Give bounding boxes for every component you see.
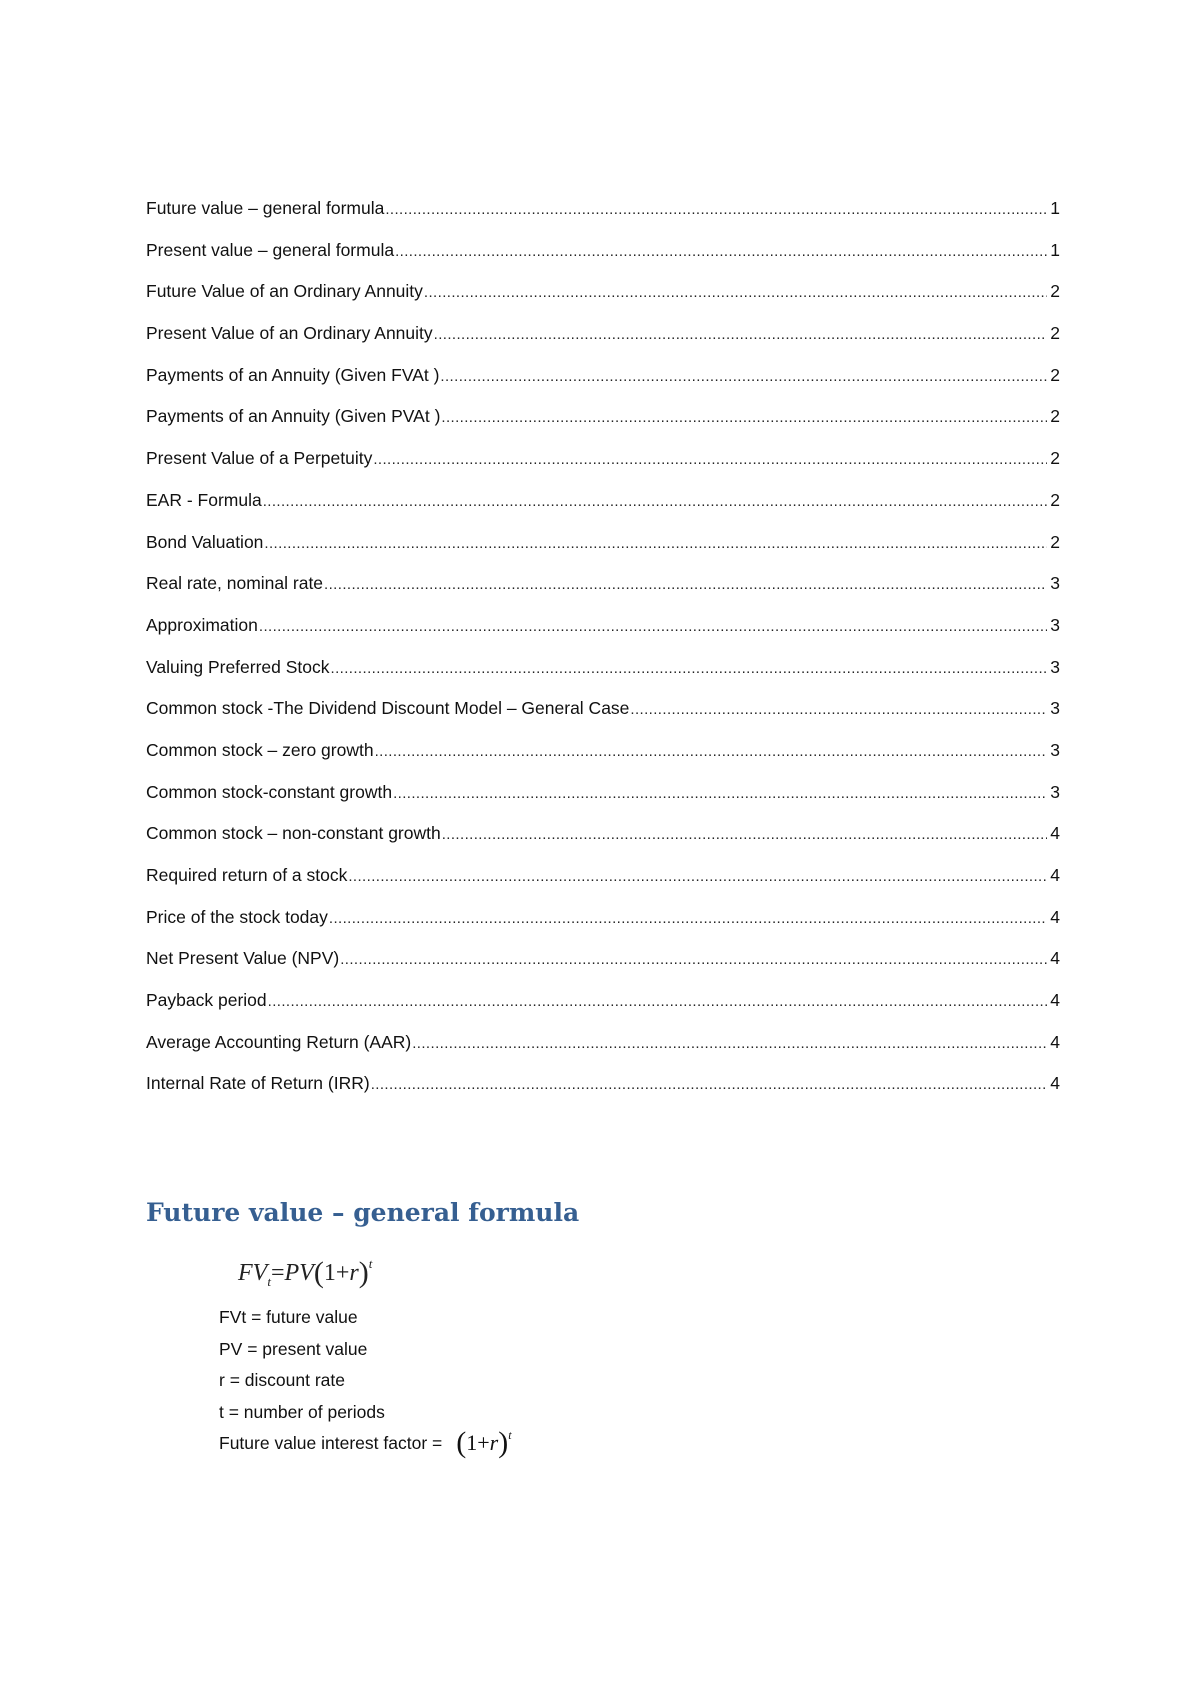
toc-entry-page-number: 4 bbox=[1050, 823, 1060, 844]
toc-entry-page-number: 1 bbox=[1050, 198, 1060, 218]
toc-dot-leader bbox=[385, 198, 1047, 222]
toc-entry[interactable] bbox=[146, 696, 1060, 738]
toc-dot-leader bbox=[393, 782, 1047, 806]
toc-dot-leader bbox=[440, 365, 1047, 389]
toc-entry[interactable] bbox=[146, 738, 1060, 780]
toc-entry-page-number: 4 bbox=[1050, 906, 1060, 927]
toc-entry[interactable] bbox=[146, 321, 1060, 363]
toc-entry[interactable] bbox=[146, 238, 1060, 280]
toc-entry-title: Required return of a stock bbox=[146, 865, 348, 885]
formula-exponent: t bbox=[368, 1256, 373, 1271]
toc-dot-leader bbox=[395, 240, 1047, 264]
toc-dot-leader bbox=[412, 1032, 1047, 1056]
toc-entry-title: Future Value of an Ordinary Annuity bbox=[146, 281, 423, 302]
toc-entry[interactable] bbox=[146, 655, 1060, 697]
toc-entry-page-number: 2 bbox=[1050, 364, 1060, 385]
toc-entry[interactable] bbox=[146, 530, 1060, 572]
formula-open-paren: ( bbox=[313, 1256, 324, 1289]
toc-entry[interactable] bbox=[146, 196, 1060, 238]
toc-entry-title: Present value – general formula bbox=[146, 239, 395, 260]
toc-entry-title: Real rate, nominal rate bbox=[146, 573, 324, 594]
toc-entry[interactable] bbox=[146, 488, 1060, 530]
toc-entry-page-number: 3 bbox=[1050, 573, 1060, 594]
toc-entry[interactable] bbox=[146, 780, 1060, 822]
factor-one-plus: 1+ bbox=[466, 1430, 490, 1455]
factor-exponent: t bbox=[508, 1428, 512, 1442]
toc-dot-leader bbox=[263, 490, 1048, 514]
formula-close-paren: ) bbox=[358, 1256, 369, 1289]
toc-entry-title: EAR - Formula bbox=[146, 489, 262, 510]
toc-dot-leader bbox=[442, 823, 1048, 847]
toc-entry[interactable] bbox=[146, 571, 1060, 613]
toc-entry[interactable] bbox=[146, 946, 1060, 988]
toc-entry-page-number: 4 bbox=[1050, 1073, 1060, 1094]
toc-entry[interactable] bbox=[146, 863, 1060, 905]
toc-entry[interactable] bbox=[146, 1071, 1060, 1113]
toc-entry-page-number: 3 bbox=[1050, 698, 1060, 719]
formula-pv: PV bbox=[284, 1260, 314, 1286]
toc-entry-title: Present Value of a Perpetuity bbox=[146, 448, 373, 469]
section-future-value bbox=[146, 1196, 1060, 1459]
toc-entry-title: Valuing Preferred Stock bbox=[146, 656, 330, 677]
toc-entry[interactable] bbox=[146, 404, 1060, 446]
toc-entry-page-number: 4 bbox=[1050, 948, 1060, 969]
toc-entry-title: Payback period bbox=[146, 990, 267, 1011]
toc-dot-leader bbox=[268, 990, 1048, 1014]
definition-list bbox=[219, 1302, 919, 1460]
toc-entry[interactable] bbox=[146, 821, 1060, 863]
toc-entry-page-number: 2 bbox=[1050, 281, 1060, 302]
definition-pv: PV = present value bbox=[219, 1338, 368, 1359]
toc-dot-leader bbox=[371, 1073, 1048, 1097]
toc-entry-title: Price of the stock today bbox=[146, 906, 328, 927]
toc-entry-page-number: 4 bbox=[1050, 990, 1060, 1011]
toc-dot-leader bbox=[324, 573, 1047, 597]
toc-entry-page-number: 1 bbox=[1050, 239, 1060, 260]
toc-entry-title: Approximation bbox=[146, 614, 258, 635]
toc-dot-leader bbox=[375, 740, 1048, 764]
formula-r: r bbox=[349, 1260, 359, 1286]
toc-entry[interactable] bbox=[146, 279, 1060, 321]
toc-dot-leader bbox=[348, 865, 1047, 889]
toc-dot-leader bbox=[259, 615, 1047, 639]
table-of-contents bbox=[146, 196, 1060, 1113]
toc-entry-title: Internal Rate of Return (IRR) bbox=[146, 1073, 370, 1094]
factor-r: r bbox=[489, 1430, 499, 1455]
toc-dot-leader bbox=[630, 698, 1047, 722]
toc-entry[interactable] bbox=[146, 363, 1060, 405]
toc-dot-leader bbox=[340, 948, 1047, 972]
toc-entry-page-number: 3 bbox=[1050, 656, 1060, 677]
toc-entry-page-number: 2 bbox=[1050, 531, 1060, 552]
toc-entry-title: Future value – general formula bbox=[146, 198, 385, 218]
toc-entry-title: Present Value of an Ordinary Annuity bbox=[146, 323, 433, 344]
toc-entry-title: Payments of an Annuity (Given PVAt ) bbox=[146, 406, 441, 427]
toc-entry[interactable] bbox=[146, 1030, 1060, 1072]
definition-fvt: FVt = future value bbox=[219, 1307, 358, 1327]
toc-entry-title: Bond Valuation bbox=[146, 531, 264, 552]
toc-entry-page-number: 3 bbox=[1050, 614, 1060, 635]
toc-entry-page-number: 3 bbox=[1050, 781, 1060, 802]
toc-entry-page-number: 2 bbox=[1050, 448, 1060, 469]
interest-factor-line bbox=[219, 1428, 919, 1460]
toc-entry-title: Net Present Value (NPV) bbox=[146, 948, 340, 969]
toc-entry[interactable] bbox=[146, 988, 1060, 1030]
toc-entry-page-number: 2 bbox=[1050, 406, 1060, 427]
toc-dot-leader bbox=[441, 406, 1047, 430]
toc-entry-title: Common stock – non-constant growth bbox=[146, 823, 441, 844]
toc-dot-leader bbox=[373, 448, 1047, 472]
definition-r: r = discount rate bbox=[219, 1370, 345, 1390]
factor-open-paren: ( bbox=[456, 1426, 467, 1459]
factor-close-paren: ) bbox=[498, 1426, 509, 1459]
formula-one-plus: 1+ bbox=[323, 1260, 350, 1286]
toc-entry-page-number: 4 bbox=[1050, 1031, 1060, 1052]
definition-t: t = number of periods bbox=[219, 1401, 385, 1422]
toc-dot-leader bbox=[424, 281, 1047, 305]
toc-dot-leader bbox=[331, 657, 1048, 681]
toc-entry-title: Common stock -The Dividend Discount Model – General Case bbox=[146, 698, 630, 719]
toc-entry-title: Common stock – zero growth bbox=[146, 739, 374, 760]
toc-entry-page-number: 3 bbox=[1050, 739, 1060, 760]
toc-entry-title: Common stock-constant growth bbox=[146, 781, 393, 802]
future-value-formula bbox=[238, 1256, 372, 1291]
formula-fv-subscript: t bbox=[267, 1274, 271, 1289]
toc-entry-page-number: 4 bbox=[1050, 865, 1060, 885]
toc-entry-title: Payments of an Annuity (Given FVAt ) bbox=[146, 364, 440, 385]
toc-entry[interactable] bbox=[146, 613, 1060, 655]
formula-fv: FV bbox=[238, 1260, 268, 1286]
toc-dot-leader bbox=[434, 323, 1048, 347]
toc-entry-title: Average Accounting Return (AAR) bbox=[146, 1031, 412, 1052]
section-heading: Future value – general formula bbox=[146, 1198, 580, 1227]
toc-entry[interactable] bbox=[146, 905, 1060, 947]
interest-factor-label: Future value interest factor = bbox=[219, 1433, 443, 1453]
toc-entry[interactable] bbox=[146, 446, 1060, 488]
toc-entry-page-number: 2 bbox=[1050, 323, 1060, 344]
toc-dot-leader bbox=[329, 907, 1047, 931]
toc-entry-page-number: 2 bbox=[1050, 489, 1060, 510]
toc-dot-leader bbox=[264, 532, 1047, 556]
formula-equals: = bbox=[270, 1260, 285, 1286]
interest-factor-formula bbox=[456, 1425, 511, 1463]
